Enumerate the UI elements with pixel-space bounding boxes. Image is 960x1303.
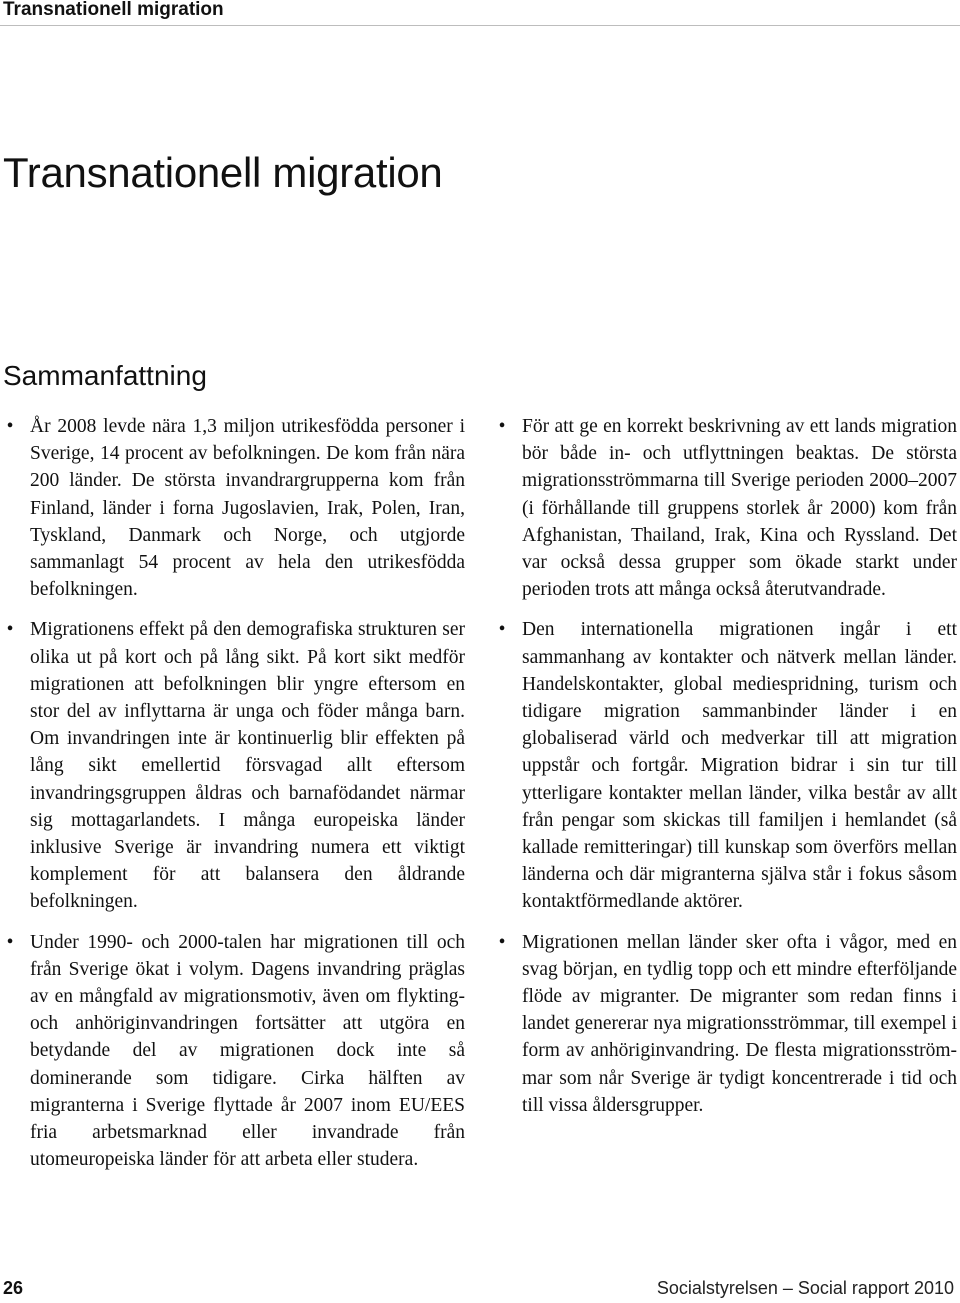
list-item-text: Under 1990- och 2000-talen har migrationen till och från Sverige ökat i volym. Dagens invandring präglas av en mångfald av migrationsmotiv, även om flykting- och anhöriginvandringen fortsätter att utgöra en betydande del av migrationen dock inte så dominerande som tidigare. Cirka hälften av migranterna i Sverige flyttade år 2007 inom EU/EES fria arbetsmarknad eller invandrade från utomeuropeiska länder för att arbeta eller studera. (30, 931, 465, 1171)
bullet-icon: • (6, 619, 14, 641)
list-item (5, 929, 465, 1174)
list-item (497, 413, 957, 603)
list-item-text: Migrationens effekt på den demografiska strukturen ser olika ut på kort och på lång sikt. På kort sikt medför migrationen att befolkningen blir yngre eftersom en stor del av inflyttarna är unga och föder många barn. Om invandringen inte är kontinuerlig blir effekten på lång sikt emellertid försvagad allt eftersom invandringsgruppen åldras och barnafödandet närmar sig mottagarlandets. I många europeiska länder inklusive Sverige är invandring numera ett viktigt komplement för att balansera den åldrande befolkningen. (30, 619, 465, 913)
list-item (5, 413, 465, 603)
running-head: Transnationell migration (0, 0, 960, 26)
list-item (497, 929, 957, 1119)
bullet-icon: • (498, 931, 506, 953)
bullet-icon: • (6, 931, 14, 953)
list-item (5, 616, 465, 915)
left-column-bullet-list (5, 413, 465, 1186)
list-item-text: För att ge en korrekt beskrivning av ett lands migration bör både in- och utflyttningen beaktas. De största migrationsströmmarna till Sverige perioden 2000–2007 (i förhållande till gruppens storlek år 2000) kom från Afghanistan, Thailand, Irak, Kina och Ryssland. Det var också dessa grupper som ökade starkt under perioden trots att många också återutvandrade. (522, 416, 957, 601)
bullet-icon: • (498, 619, 506, 641)
list-item-text: Migrationen mellan länder sker ofta i vågor, med en svag början, en tydlig topp och ett mindre efterföljande flöde av migranter. De migranter som redan finns i landet genererar nya migrationsströmmar, till exempel i form av anhöriginvandring. De flesta migrationsströmmar som når Sverige är tydigt koncentrerade i tid och till vissa åldersgrupper. (522, 931, 957, 1116)
list-item (497, 616, 957, 915)
bullet-icon: • (6, 416, 14, 437)
list-item-text: Den internationella migrationen ingår i ett sammanhang av kontakter och nätverk mellan länder. Handelskontakter, global mediespridning, turism och tidigare migration sammanbinder länder i en globaliserad värld och medverkar till att migration uppstår och fortgår. Migration bidrar i sin tur till ytterligare kontakter mellan länder, vilka består av allt från pengar som skickas till familjen i hemlandet (så kallade remitteringar) till kunskap som överförs mellan länderna och där migranterna själva står i fokus såsom kontaktförmedlande aktörer. (522, 619, 957, 913)
page-number: 26 (3, 1278, 24, 1298)
list-item-text: År 2008 levde nära 1,3 miljon utrikesfödda personer i Sverige, 14 procent av befolkningen. De kom från nära 200 länder. De största invandrargrupperna kom från Finland, länder i forna Jugoslavien, Irak, Polen, Iran, Tyskland, Danmark och Norge, och utgjorde sammanlagt 54 procent av hela den utrikesfödda befolkningen. (30, 416, 465, 601)
section-heading: Sammanfattning (3, 360, 207, 391)
right-column-bullet-list (497, 413, 957, 1132)
publication-footer: Socialstyrelsen – Social rapport 2010 (656, 1278, 954, 1298)
bullet-icon: • (498, 416, 506, 437)
page-title: Transnationell migration (3, 149, 443, 196)
